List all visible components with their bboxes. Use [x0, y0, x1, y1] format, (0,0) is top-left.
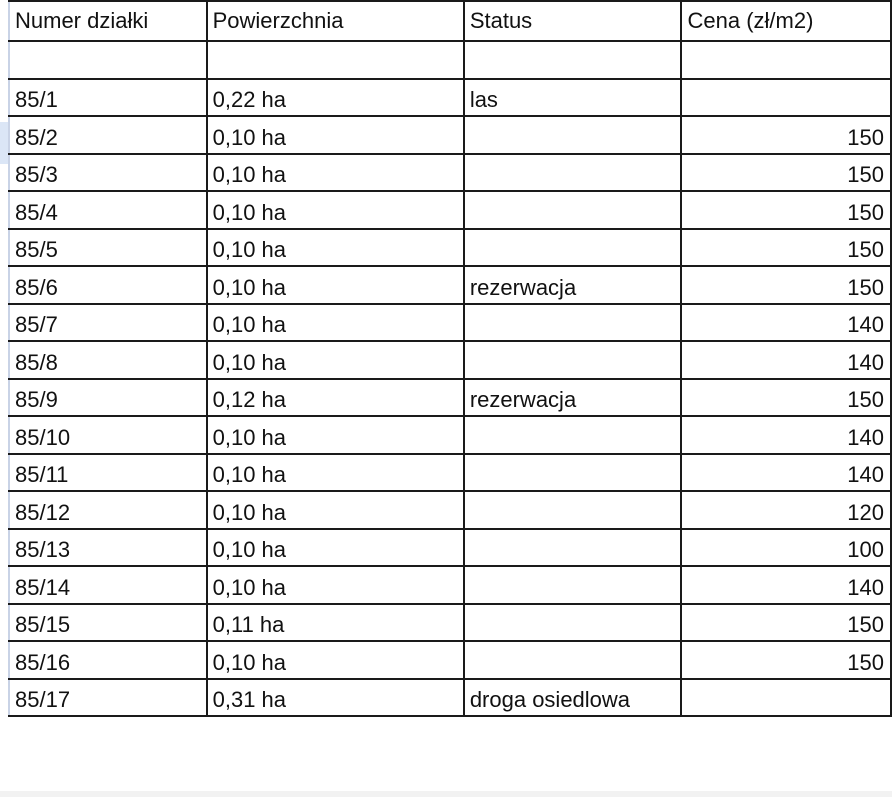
cell-plot-number[interactable]: 85/2	[9, 116, 207, 154]
cell-area[interactable]: 0,10 ha	[207, 641, 464, 679]
column-header-status[interactable]: Status	[464, 1, 682, 41]
cell-plot-number[interactable]: 85/3	[9, 154, 207, 192]
cell-area[interactable]: 0,10 ha	[207, 491, 464, 529]
cell-status[interactable]	[464, 491, 682, 529]
cell-price[interactable]: 150	[681, 191, 891, 229]
cell-status[interactable]	[464, 454, 682, 492]
cell-status[interactable]: rezerwacja	[464, 266, 682, 304]
table-row	[9, 304, 891, 342]
cell-status[interactable]: las	[464, 79, 682, 117]
cell-price[interactable]: 100	[681, 529, 891, 567]
cell-price[interactable]: 140	[681, 304, 891, 342]
bottom-edge	[0, 791, 892, 797]
cell-price[interactable]: 150	[681, 604, 891, 642]
row-selection-marker	[0, 122, 8, 164]
cell-plot-number[interactable]	[9, 41, 207, 79]
cell-plot-number[interactable]: 85/4	[9, 191, 207, 229]
table-row	[9, 41, 891, 79]
cell-status[interactable]	[464, 341, 682, 379]
cell-price[interactable]: 150	[681, 379, 891, 417]
cell-area[interactable]: 0,10 ha	[207, 566, 464, 604]
cell-area[interactable]: 0,31 ha	[207, 679, 464, 717]
cell-plot-number[interactable]: 85/8	[9, 341, 207, 379]
cell-plot-number[interactable]: 85/10	[9, 416, 207, 454]
cell-price[interactable]: 150	[681, 154, 891, 192]
cell-area[interactable]: 0,12 ha	[207, 379, 464, 417]
cell-price[interactable]: 140	[681, 566, 891, 604]
cell-price[interactable]: 140	[681, 341, 891, 379]
cell-price[interactable]: 150	[681, 266, 891, 304]
cell-plot-number[interactable]: 85/14	[9, 566, 207, 604]
cell-plot-number[interactable]: 85/15	[9, 604, 207, 642]
plots-table	[8, 0, 892, 717]
cell-price[interactable]	[681, 41, 891, 79]
cell-plot-number[interactable]: 85/16	[9, 641, 207, 679]
cell-status[interactable]	[464, 641, 682, 679]
cell-area[interactable]: 0,10 ha	[207, 154, 464, 192]
cell-status[interactable]	[464, 566, 682, 604]
cell-status[interactable]	[464, 416, 682, 454]
cell-price[interactable]	[681, 679, 891, 717]
cell-plot-number[interactable]: 85/13	[9, 529, 207, 567]
cell-price[interactable]	[681, 79, 891, 117]
column-header-area[interactable]: Powierzchnia	[207, 1, 464, 41]
table-row	[9, 679, 891, 717]
table-row	[9, 491, 891, 529]
table-row	[9, 379, 891, 417]
cell-area[interactable]: 0,10 ha	[207, 341, 464, 379]
cell-area[interactable]: 0,22 ha	[207, 79, 464, 117]
cell-status[interactable]	[464, 604, 682, 642]
cell-area[interactable]: 0,10 ha	[207, 116, 464, 154]
table-row	[9, 566, 891, 604]
cell-status[interactable]	[464, 154, 682, 192]
header-row	[9, 1, 891, 41]
cell-price[interactable]: 150	[681, 116, 891, 154]
table-row	[9, 454, 891, 492]
table-row	[9, 341, 891, 379]
cell-status[interactable]	[464, 116, 682, 154]
table-row	[9, 154, 891, 192]
cell-area[interactable]	[207, 41, 464, 79]
cell-plot-number[interactable]: 85/17	[9, 679, 207, 717]
cell-status[interactable]	[464, 191, 682, 229]
cell-plot-number[interactable]: 85/9	[9, 379, 207, 417]
cell-price[interactable]: 120	[681, 491, 891, 529]
cell-plot-number[interactable]: 85/7	[9, 304, 207, 342]
cell-status[interactable]: droga osiedlowa	[464, 679, 682, 717]
cell-status[interactable]	[464, 41, 682, 79]
table-row	[9, 641, 891, 679]
cell-plot-number[interactable]: 85/6	[9, 266, 207, 304]
column-header-price[interactable]: Cena (zł/m2)	[681, 1, 891, 41]
column-header-plot-number[interactable]: Numer działki	[9, 1, 207, 41]
table-row	[9, 604, 891, 642]
table-row	[9, 191, 891, 229]
cell-price[interactable]: 150	[681, 641, 891, 679]
cell-price[interactable]: 140	[681, 416, 891, 454]
cell-area[interactable]: 0,10 ha	[207, 416, 464, 454]
cell-price[interactable]: 140	[681, 454, 891, 492]
cell-area[interactable]: 0,10 ha	[207, 229, 464, 267]
table-row	[9, 116, 891, 154]
table-row	[9, 266, 891, 304]
table-row	[9, 229, 891, 267]
cell-status[interactable]	[464, 304, 682, 342]
cell-area[interactable]: 0,10 ha	[207, 454, 464, 492]
cell-status[interactable]	[464, 229, 682, 267]
cell-area[interactable]: 0,10 ha	[207, 266, 464, 304]
cell-area[interactable]: 0,10 ha	[207, 529, 464, 567]
cell-area[interactable]: 0,11 ha	[207, 604, 464, 642]
table-row	[9, 529, 891, 567]
cell-plot-number[interactable]: 85/12	[9, 491, 207, 529]
cell-area[interactable]: 0,10 ha	[207, 191, 464, 229]
cell-status[interactable]	[464, 529, 682, 567]
cell-price[interactable]: 150	[681, 229, 891, 267]
cell-area[interactable]: 0,10 ha	[207, 304, 464, 342]
cell-plot-number[interactable]: 85/11	[9, 454, 207, 492]
cell-plot-number[interactable]: 85/5	[9, 229, 207, 267]
table-row	[9, 79, 891, 117]
cell-status[interactable]: rezerwacja	[464, 379, 682, 417]
cell-plot-number[interactable]: 85/1	[9, 79, 207, 117]
table-row	[9, 416, 891, 454]
